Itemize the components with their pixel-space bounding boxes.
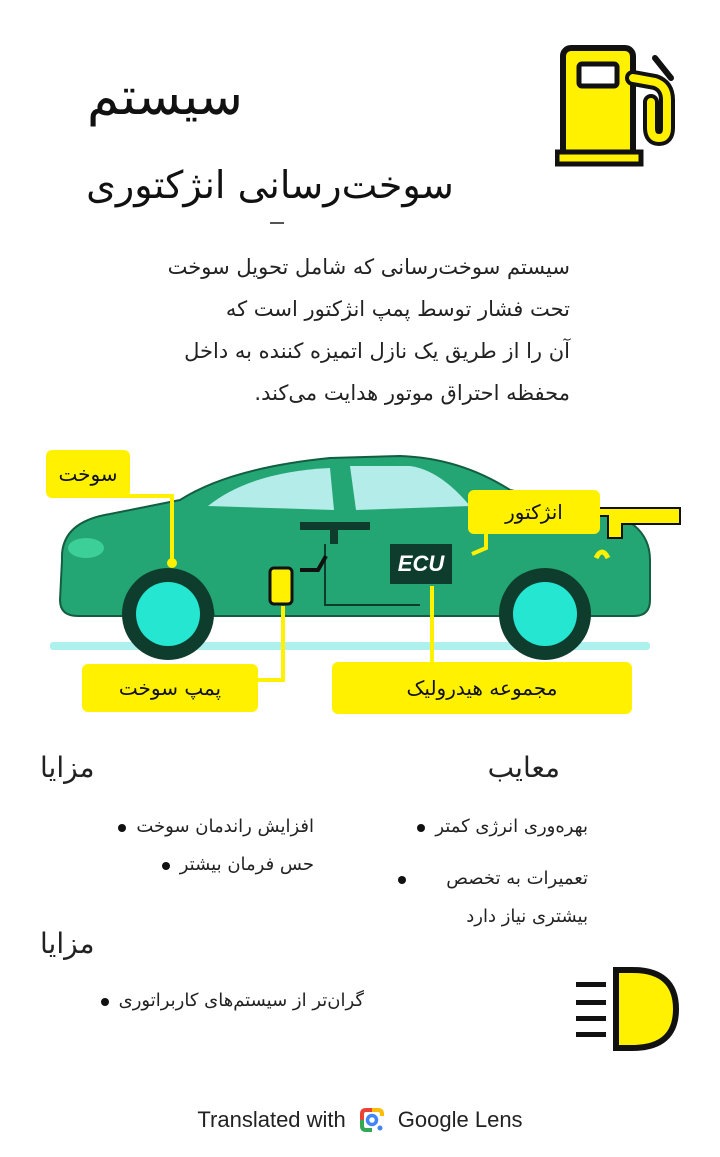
bullet-dot <box>162 862 170 870</box>
advantages-list <box>44 808 314 884</box>
fuel-pump-part <box>270 568 292 604</box>
disadvantages-list <box>398 808 588 936</box>
page-title-line2: سوخت‌رسانی انژکتوری <box>86 163 454 207</box>
label-hydraulic-unit: مجموعه هیدرولیک <box>332 662 632 714</box>
advantages-heading: مزایا <box>40 751 95 784</box>
title-divider <box>270 222 284 224</box>
advantages-heading-2: مزایا <box>40 927 95 960</box>
door-handle <box>300 522 370 530</box>
label-injector: انژکتور <box>468 490 600 534</box>
front-wheel <box>136 582 200 646</box>
description-line-3: آن را از طریق یک نازل اتمیزه کننده به داخل <box>184 339 570 363</box>
bullet-dot <box>398 876 406 884</box>
footer-brand: Google Lens <box>397 1107 523 1132</box>
footer <box>0 1098 720 1142</box>
car-diagram <box>0 430 720 730</box>
list-item: گران‌تر از سیستم‌های کاربراتوری <box>44 982 364 1020</box>
google-lens-icon <box>358 1106 386 1134</box>
label-fuel-pump: پمپ سوخت <box>82 664 258 712</box>
description-line-4: محفظه احتراق موتور هدایت می‌کند. <box>254 381 570 405</box>
bullet-dot <box>417 824 425 832</box>
description-line-2: تحت فشار توسط پمپ انژکتور است که <box>225 297 570 321</box>
list-item: حس فرمان بیشتر <box>44 846 314 884</box>
list-item: تعمیرات به تخصص بیشتری نیاز دارد <box>398 860 588 936</box>
disadvantages-heading: معایب <box>487 751 560 784</box>
list-item: افزایش راندمان سوخت <box>44 808 314 846</box>
rear-wheel <box>513 582 577 646</box>
bullet-dot <box>101 998 109 1006</box>
list-item: بهره‌وری انرژی کمتر <box>398 808 588 846</box>
advantages-list-2 <box>44 982 364 1020</box>
footer-prefix: Translated with <box>197 1107 346 1132</box>
description-line-1: سیستم سوخت‌رسانی که شامل تحویل سوخت <box>167 255 570 279</box>
page-title-line1: سیستم <box>87 67 243 127</box>
headlight-icon <box>572 966 682 1052</box>
label-fuel: سوخت <box>46 450 130 498</box>
label-ecu: ECU <box>397 551 445 576</box>
fuel-pump-icon <box>555 42 685 167</box>
headlight <box>68 538 104 558</box>
description <box>40 246 570 414</box>
bullet-dot <box>118 824 126 832</box>
